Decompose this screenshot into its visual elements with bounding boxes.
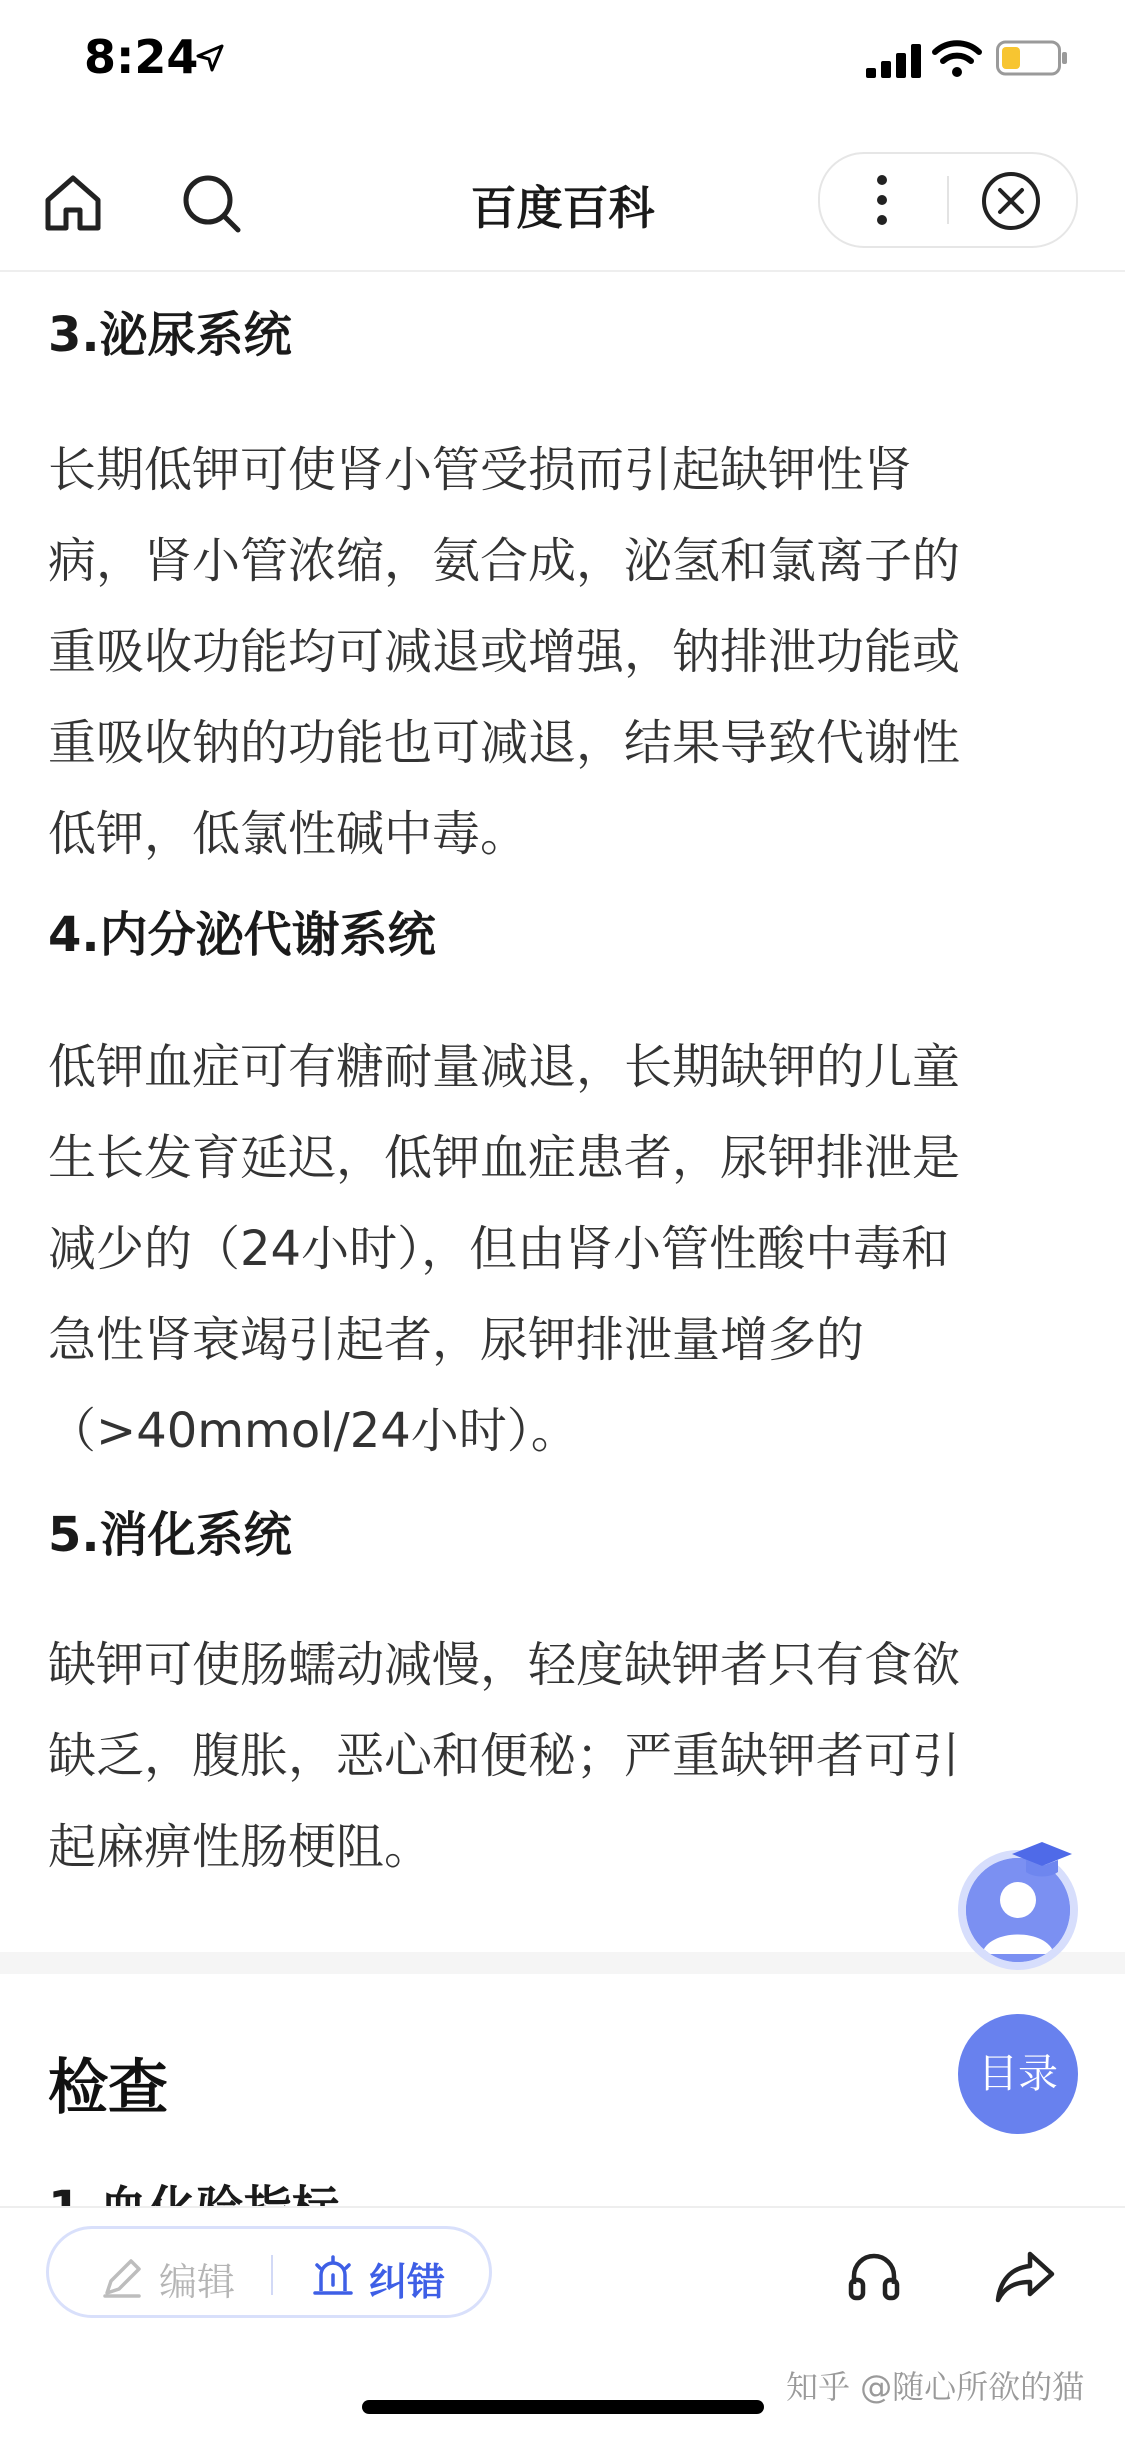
paragraph-line: 减少的（24小时），但由肾小管性酸中毒和	[48, 1221, 950, 1277]
graduation-cap-icon	[1010, 1838, 1074, 1882]
section-paragraph	[48, 1620, 960, 1893]
section-separator	[0, 1952, 1125, 1974]
paragraph-line: 起麻痹性肠梗阻。	[48, 1819, 433, 1875]
paragraph-line: 长期低钾可使肾小管受损而引起缺钾性肾	[48, 442, 913, 498]
nav-bar	[0, 120, 1125, 272]
section-paragraph	[48, 425, 960, 880]
cellular-signal-icon	[866, 44, 922, 78]
close-icon[interactable]	[980, 170, 1042, 232]
paragraph-line: （>40mmol/24小时）。	[48, 1403, 579, 1459]
capsule-divider	[947, 176, 949, 224]
page-title: 百度百科	[470, 181, 655, 235]
edit-correct-pill	[46, 2226, 492, 2318]
watermark-text: 知乎 @随心所欲的猫	[786, 2368, 1085, 2406]
table-of-contents-button[interactable]: 目录	[958, 2014, 1078, 2134]
paragraph-line: 生长发育延迟，低钾血症患者，尿钾排泄是	[48, 1130, 961, 1186]
paragraph-line: 低钾血症可有糖耐量减退，长期缺钾的儿童	[48, 1039, 961, 1095]
pencil-icon	[101, 2257, 143, 2299]
mini-program-capsule	[818, 152, 1078, 248]
section-heading: 4.内分泌代谢系统	[48, 907, 436, 963]
headphones-icon[interactable]	[846, 2248, 902, 2304]
paragraph-line: 缺钾可使肠蠕动减慢，轻度缺钾者只有食欲	[48, 1637, 961, 1693]
paragraph-line: 缺乏，腹胀，恶心和便秘；严重缺钾者可引	[48, 1728, 961, 1784]
paragraph-line: 急性肾衰竭引起者，尿钾排泄量增多的	[48, 1312, 865, 1368]
bottom-toolbar	[0, 2206, 1125, 2438]
section-heading: 3.泌尿系统	[48, 307, 292, 363]
section-heading: 5.消化系统	[48, 1507, 292, 1563]
status-bar	[0, 0, 1125, 120]
edit-button[interactable]: 编辑	[159, 2260, 236, 2304]
battery-icon	[996, 40, 1068, 76]
paragraph-line: 重吸收钠的功能也可减退，结果导致代谢性	[48, 715, 961, 771]
status-time: 8:24	[84, 30, 199, 84]
report-error-icon	[311, 2255, 355, 2299]
correct-error-button[interactable]: 纠错	[369, 2260, 446, 2304]
location-arrow-icon	[194, 42, 226, 74]
paragraph-line: 病，肾小管浓缩，氨合成，泌氢和氯离子的	[48, 533, 961, 589]
paragraph-line: 低钾，低氯性碱中毒。	[48, 806, 529, 862]
more-options-icon[interactable]	[862, 172, 902, 228]
home-indicator	[362, 2400, 764, 2414]
section-title: 检查	[48, 2053, 168, 2123]
paragraph-line: 重吸收功能均可减退或增强，钠排泄功能或	[48, 624, 961, 680]
pill-divider	[271, 2255, 273, 2295]
section-paragraph	[48, 1022, 960, 1477]
wifi-icon	[932, 38, 982, 78]
share-icon[interactable]	[994, 2248, 1056, 2304]
